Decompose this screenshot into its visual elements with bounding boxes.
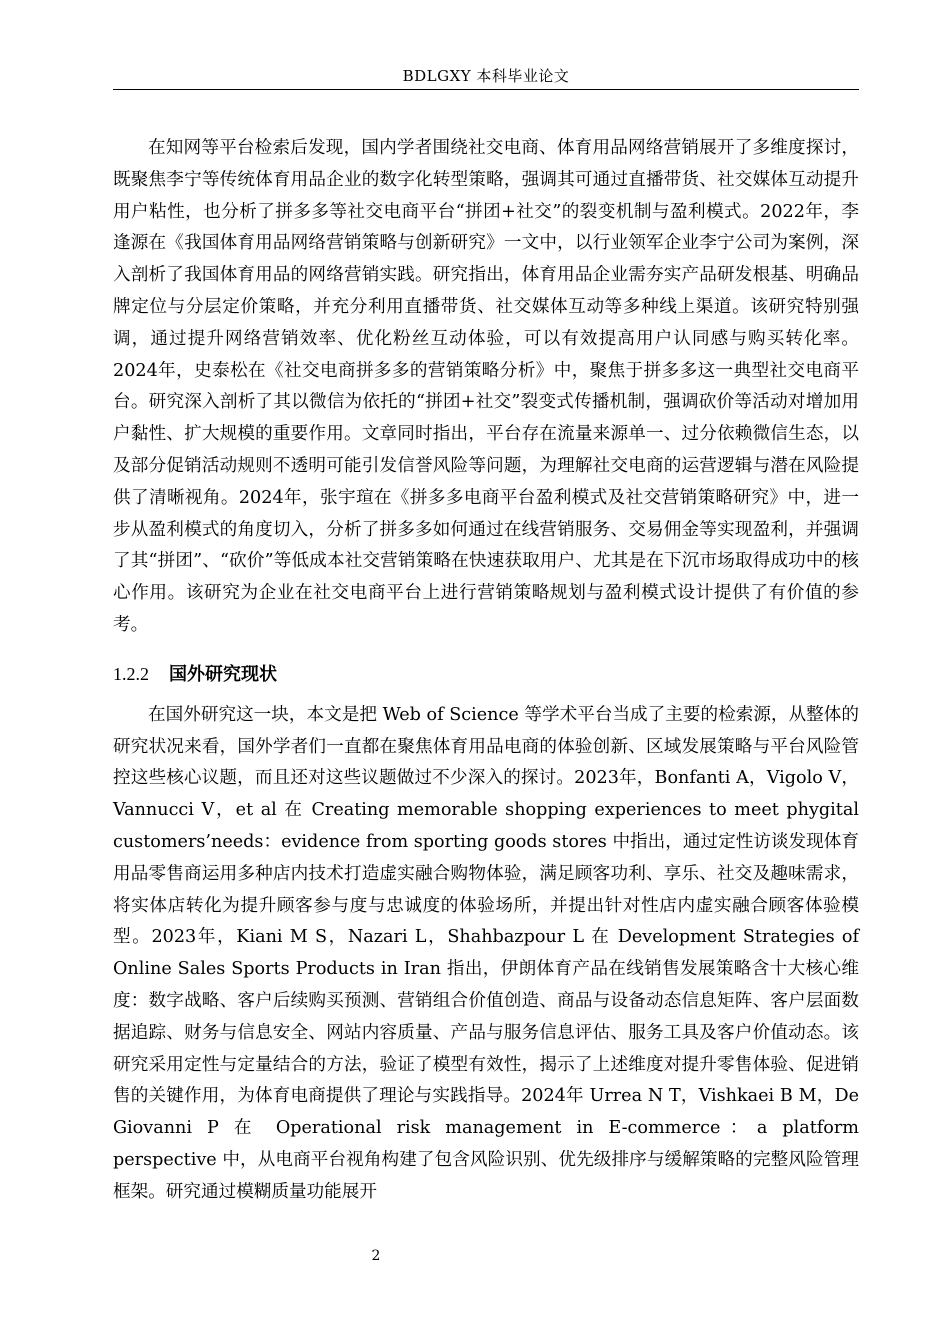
foreign-research-paragraph: 在国外研究这一块，本文是把 Web of Science 等学术平台当成了主要的检索源，从整体的研究状况来看，国外学者们一直都在聚焦体育用品电商的体验创新、区域发展策略与平台风险管控这些核心议题，而且还对这些议题做过不少深入的探讨。2023年，Bonfanti A，Vigolo V，Vannucci V，et al 在 Creating memorable shopping experiences to meet phygital customers’needs：evidence from sporting goods stores 中指出，通过定性访谈发现体育用品零售商运用多种店内技术打造虚实融合购物体验，满足顾客功利、享乐、社交及趣味需求，将实体店转化为提升顾客参与度与忠诚度的体验场所，并提出针对性店内虚实融合顾客体验模型。2023年，Kiani M S，Nazari L，Shahbazpour L 在 Development Strategies of Online Sales Sports Products in Iran 指出，伊朗体育产品在线销售发展策略含十大核心维度：数字战略、客户后续购买预测、营销组合价值创造、商品与设备动态信息矩阵、客户层面数据追踪、财务与信息安全、网站内容质量、产品与服务信息评估、服务工具及客户价值动态。该研究采用定性与定量结合的方法，验证了模型有效性，揭示了上述维度对提升零售体验、促进销售的关键作用，为体育电商提供了理论与实践指导。2024年 Urrea N T，Vishkaei B M，De Giovanni P 在 Operational risk management in E-commerce：a platform perspective 中，从电商平台视角构建了包含风险识别、优先级排序与缓解策略的完整风险管理框架。研究通过模糊质量功能展开 — [113, 704, 859, 1202]
section-title: 国外研究现状 — [169, 663, 277, 685]
section-heading — [113, 657, 859, 692]
domestic-research-paragraph: 在知网等平台检索后发现，国内学者围绕社交电商、体育用品网络营销展开了多维度探讨，既聚焦李宁等传统体育用品企业的数字化转型策略，强调其可通过直播带货、社交媒体互动提升用户粘性，也分析了拼多多等社交电商平台“拼团+社交”的裂变机制与盈利模式。2022年，李逢源在《我国体育用品网络营销策略与创新研究》一文中，以行业领军企业李宁公司为案例，深入剖析了我国体育用品的网络营销实践。研究指出，体育用品企业需夯实产品研发根基、明确品牌定位与分层定价策略，并充分利用直播带货、社交媒体互动等多种线上渠道。该研究特别强调，通过提升网络营销效率、优化粉丝互动体验，可以有效提高用户认同感与购买转化率。2024年，史泰松在《社交电商拼多多的营销策略分析》中，聚焦于拼多多这一典型社交电商平台。研究深入剖析了其以微信为依托的“拼团+社交”裂变式传播机制，强调砍价等活动对增加用户黏性、扩大规模的重要作用。文章同时指出，平台存在流量来源单一、过分依赖微信生态，以及部分促销活动规则不透明可能引发信誉风险等问题，为理解社交电商的运营逻辑与潜在风险提供了清晰视角。2024年，张宇瑄在《拼多多电商平台盈利模式及社交营销策略研究》中，进一步从盈利模式的角度切入，分析了拼多多如何通过在线营销服务、交易佣金等实现盈利，并强调了其“拼团”、“砍价”等低成本社交营销策略在快速获取用户、尤其是在下沉市场取得成功中的核心作用。该研究为企业在社交电商平台上进行营销策略规划与盈利模式设计提供了有价值的参考。 — [113, 138, 859, 635]
body-content — [113, 133, 859, 1209]
running-header: BDLGXY 本科毕业论文 — [402, 67, 570, 85]
page-number: 2 — [371, 1248, 381, 1264]
header-divider — [113, 89, 859, 90]
section-number: 1.2.2 — [113, 663, 149, 684]
